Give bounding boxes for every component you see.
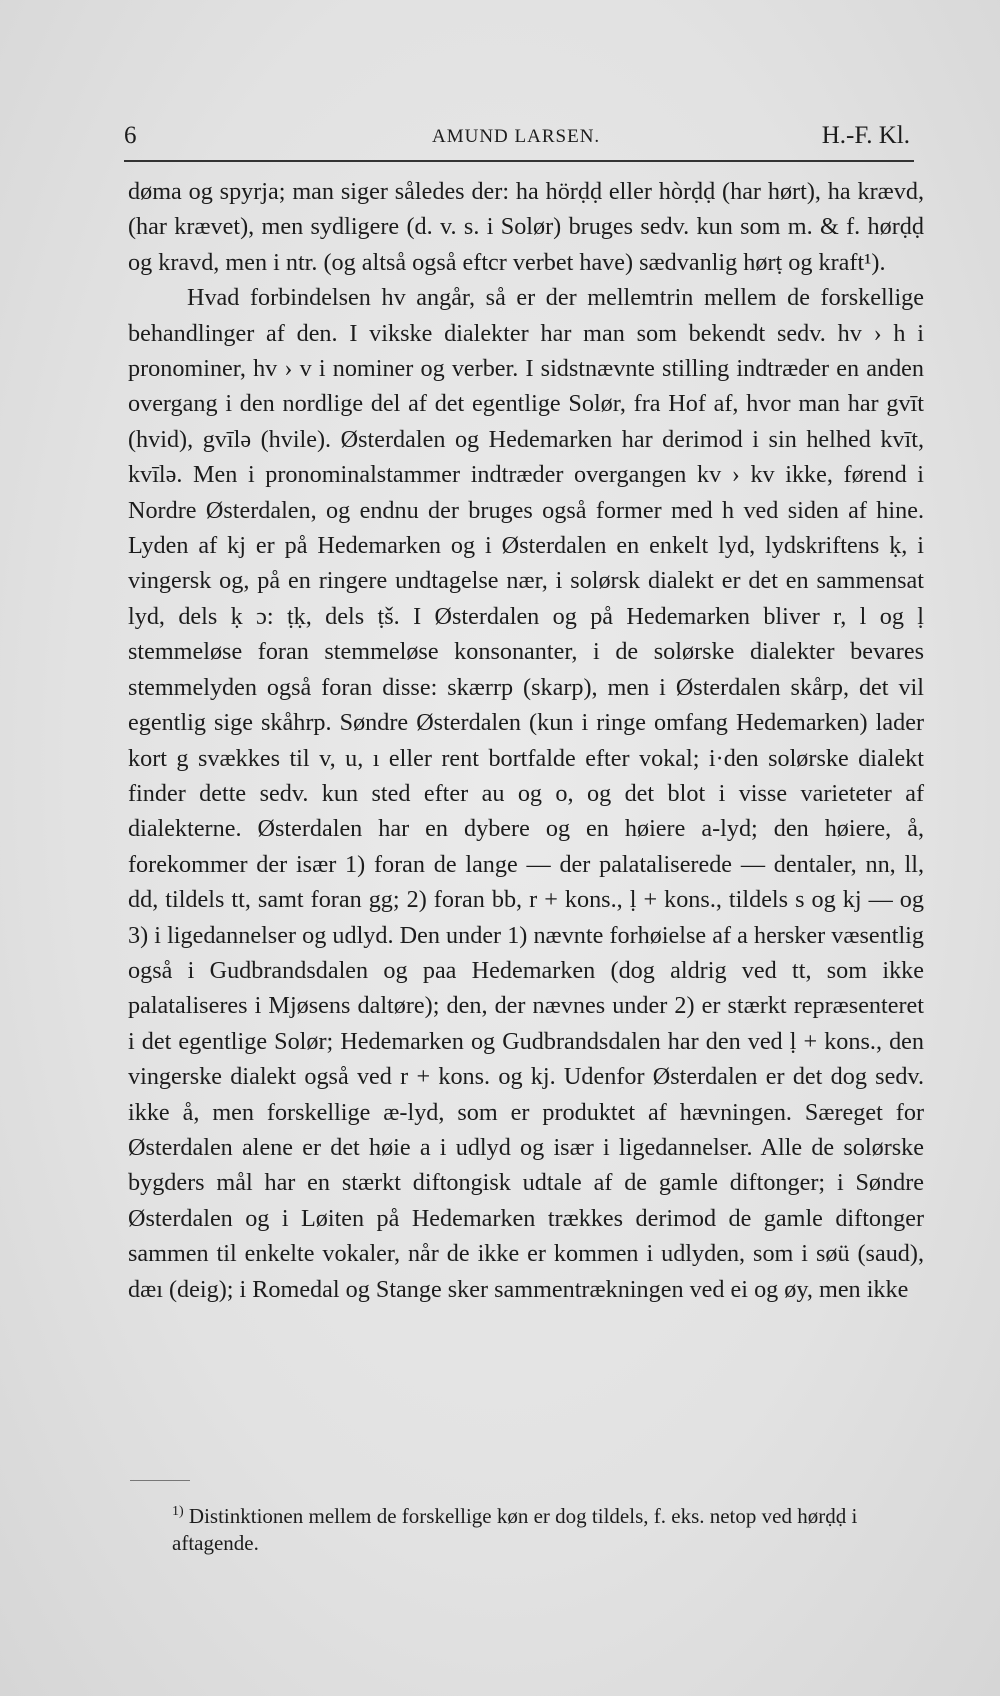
page-number: 6: [124, 122, 137, 149]
paragraph-1: døma og spyrja; man siger således der: ha hörḍḍ eller hòrḍḍ (har hørt), ha krævd, (har krævet), men sydligere (d. v. s. i Solør) bruges sedv. kun som m. & f. hørḍḍ og kravd, men i ntr. (og altså også eftcr verbet have) sædvanlig hørṭ og kraft¹).: [128, 178, 924, 276]
running-header: [124, 122, 920, 156]
footnote-marker: 1): [172, 1504, 184, 1519]
footnote-rule: [130, 1480, 190, 1481]
header-rule: [124, 160, 914, 162]
footnote: [172, 1498, 920, 1557]
paragraph-2: Hvad forbindelsen hv angår, så er der mellemtrin mellem de forskellige behandlinger af den. I vikske dialekter har man som bekendt sedv. hv › h i pronominer, hv › v i nominer og verber. I sidstnævnte stilling indtræder en anden overgang i den nordlige del af det egentlige Solør, fra Hof af, hvor man har gvīt (hvid), gvīlə (hvile). Østerdalen og Hedemarken har derimod i sin helhed kvīt, kvīlə. Men i pronominalstammer indtræder overgangen kv › kv ikke, førend i Nordre Østerdalen, og endnu der bruges også former med h ved siden af hine. Lyden af kj er på Hedemarken og i Østerdalen en enkelt lyd, lydskriftens ḳ, i vingersk og, på en ringere undtagelse nær, i solørsk dialekt er det en sammensat lyd, dels ḳ ɔ: ṭḳ, dels ṭš. I Østerdalen og på Hedemarken bliver r, l og ḷ stemmeløse foran stemmeløse konsonanter, i de solørske dialekter bevares stemmelyden også foran disse: skærrp (skarp), men i Østerdalen skårp, det vil egentlig sige skåhrp. Søndre Østerdalen (kun i ringe omfang Hedemarken) lader kort g svækkes til v, u, ı eller rent bortfalde efter vokal; i·den solørske dialekt finder dette sedv. kun sted efter au og o, og det blot i visse varieteter af dialekterne. Østerdalen har en dybere og en høiere a-lyd; den høiere, å, forekommer der især 1) foran de lange — der palataliserede — dentaler, nn, ll, dd, tildels tt, samt foran gg; 2) foran bb, r + kons., ḷ + kons., tildels s og kj — og 3) i ligedannelser og udlyd. Den under 1) nævnte forhøielse af a hersker væsentlig også i Gudbrandsdalen og paa Hedemarken (dog aldrig ved tt, som ikke palataliseres i Mjøsens daltøre); den, der nævnes under 2) er stærkt repræsenteret i det egentlige Solør; Hedemarken og Gudbrandsdalen har den ved ḷ + kons., den vingerske dialekt også ved r + kons. og kj. Udenfor Østerdalen er det dog sedv. ikke å, men forskellige æ-lyd, som er produktet af hævningen. Særeget for Østerdalen alene er det høie a i udlyd og især i ligedannelser. Alle de solørske bygders mål har en stærkt diftongisk udtale af de gamle diftonger; i Søndre Østerdalen og i Løiten på Hedemarken trækkes derimod de gamle diftonger sammen til enkelte vokaler, når de ikke er kommen i udlyden, som i søü (saud), dæı (deig); i Romedal og Stange sker sammentrækningen ved ei og øy, men ikke: [128, 284, 924, 1303]
running-author: AMUND LARSEN.: [432, 126, 601, 147]
footnote-text: Distinktionen mellem de forskellige køn er dog tildels, f. eks. netop ved hørḍḍ i aftagende.: [172, 1504, 858, 1555]
body-text: [128, 174, 924, 1307]
running-series: H.-F. Kl.: [821, 122, 910, 149]
